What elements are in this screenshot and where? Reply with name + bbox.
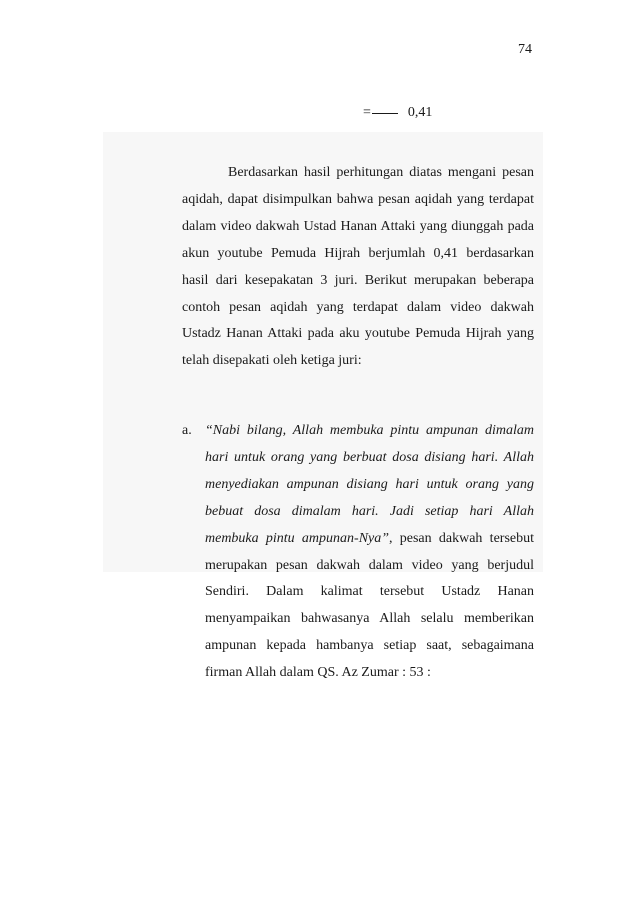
paragraph-text: Berdasarkan hasil perhitungan diatas mengani pesan aqidah, dapat disimpulkan bahwa pesan aqidah yang terdapat dalam video dakwah Ustad Hanan Attaki yang diunggah pada akun youtube Pemuda Hijrah berjumlah 0,41 berdasarkan hasil dari kesepakatan 3 juri. Berikut merupakan beberapa contoh pesan aqidah yang terdapat dalam video dakwah Ustadz Hanan Attaki pada aku youtube Pemuda Hijrah yang telah disepakati oleh ketiga juri:	[182, 165, 534, 369]
body-paragraph	[182, 160, 534, 375]
page-number: 74	[518, 42, 532, 57]
list-item-text: , pesan dakwah tersebut merupakan pesan dakwah dalam video yang berjudul Sendiri. Dalam kalimat tersebut Ustadz Hanan menyampaikan bahwasanya Allah selalu memberikan ampunan kepada hambanya setiap saat, sebagaimana firman Allah dalam QS. Az Zumar : 53 :	[205, 530, 534, 681]
formula-equals: =	[363, 105, 371, 120]
list-marker: a.	[182, 423, 192, 438]
formula-result	[363, 103, 432, 121]
formula-value: 0,41	[407, 105, 433, 120]
fraction-line	[372, 103, 398, 114]
list-item	[205, 418, 534, 687]
quote-text: “Nabi bilang, Allah membuka pintu ampunan dimalam hari untuk orang yang berbuat dosa disiang hari. Allah menyediakan ampunan disiang hari untuk orang yang bebuat dosa dimalam hari. Jadi setiap hari Allah membuka pintu ampunan-Nya”	[205, 423, 534, 546]
